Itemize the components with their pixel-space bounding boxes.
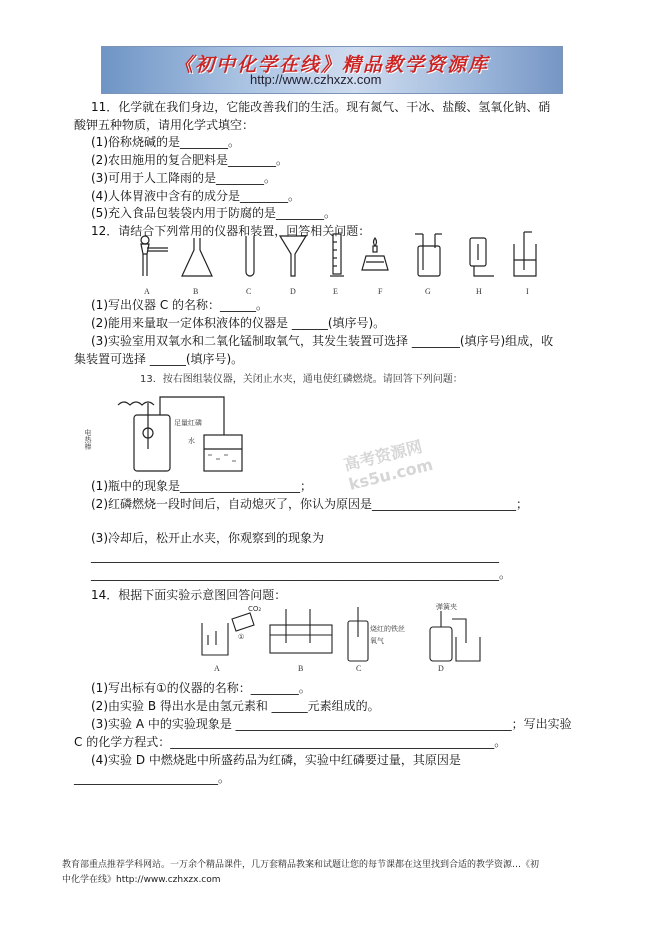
label-i: I bbox=[526, 287, 529, 296]
q14-co2-label: CO₂ bbox=[248, 605, 262, 613]
apparatus-b-icon bbox=[182, 238, 212, 276]
q14-label-b: B bbox=[298, 664, 304, 673]
q12-apparatus-figure bbox=[130, 230, 550, 300]
apparatus-c-icon bbox=[246, 236, 254, 276]
q14-label-a: A bbox=[214, 664, 220, 673]
q14-apparatus-c-icon bbox=[348, 607, 368, 661]
q11-item-5: (5)充入食品包装袋内用于防腐的是________。 bbox=[91, 206, 336, 220]
label-e: E bbox=[333, 287, 338, 296]
page-footer bbox=[62, 858, 622, 888]
q14-item-3-cont: C 的化学方程式：______________________________________________________。 bbox=[74, 735, 507, 749]
q14-apparatus-d-icon bbox=[430, 611, 480, 661]
q14-apparatus-figure bbox=[198, 603, 488, 675]
q12-item-3-cont: 集装置可选择 ______(填序号)。 bbox=[74, 352, 244, 366]
q14-item-1: (1)写出标有①的仪器的名称：________。 bbox=[91, 681, 311, 695]
q13-item-2: (2)红磷燃烧一段时间后，自动熄灭了，你认为原因是________________________； bbox=[91, 497, 529, 511]
q13-blank-2: ____________________________________________________________________。 bbox=[91, 567, 512, 581]
label-f: F bbox=[378, 287, 383, 296]
q13-phosphorus-label: 足量红磷 bbox=[174, 419, 202, 427]
q14-item-4: (4)实验 D 中燃烧匙中所盛药品为红磷，实验中红磷要过量，其原因是 bbox=[91, 753, 461, 767]
q14-oxygen-label: 氧气 bbox=[370, 637, 384, 645]
q14-wire-label: 烧红的铁丝 bbox=[370, 625, 405, 633]
q14-apparatus-b-icon bbox=[270, 609, 332, 653]
q14-item-2: (2)由实验 B 得出水是由氢元素和 ______元素组成的。 bbox=[91, 699, 380, 713]
q14-label-c: C bbox=[356, 664, 362, 673]
q12-item-2: (2)能用来量取一定体积液体的仪器是 ______(填序号)。 bbox=[91, 316, 386, 330]
apparatus-e-icon bbox=[330, 234, 344, 276]
label-d: D bbox=[290, 287, 296, 296]
q14-stem: 14．根据下面实验示意图回答问题： bbox=[91, 588, 287, 602]
q14-label-d: D bbox=[438, 664, 444, 673]
q11-item-2: (2)农田施用的复合肥料是________。 bbox=[91, 153, 288, 167]
q13-heater-label: 电热棒 bbox=[84, 429, 92, 450]
q14-circle-label: ① bbox=[238, 633, 245, 641]
q13-apparatus-figure bbox=[84, 389, 254, 477]
q11-item-4: (4)人体胃液中含有的成分是________。 bbox=[91, 189, 300, 203]
apparatus-f-icon bbox=[362, 238, 388, 270]
q13-item-1: (1)瓶中的现象是____________________； bbox=[91, 479, 312, 493]
q13-blank-1: ____________________________________________________________________ bbox=[91, 549, 499, 563]
banner-title: 《初中化学在线》精品教学资源库 bbox=[174, 54, 490, 76]
label-c: C bbox=[246, 287, 252, 296]
q14-apparatus-a-icon bbox=[202, 613, 254, 655]
q11-stem: 11．化学就在我们身边，它能改善我们的生活。现有氮气、干冰、盐酸、氢氧化钠、硝 bbox=[91, 100, 551, 114]
banner-url[interactable]: http://www.czhxzx.com bbox=[250, 72, 382, 87]
header-banner bbox=[101, 46, 563, 94]
apparatus-h-icon bbox=[470, 238, 494, 276]
label-h: H bbox=[476, 287, 482, 296]
watermark: 高考资源网 ks5u.com bbox=[341, 436, 435, 494]
apparatus-a-icon bbox=[141, 236, 168, 276]
q11-stem-cont: 酸钾五种物质，请用化学式填空： bbox=[74, 118, 255, 132]
footer-line-1: 教育部重点推荐学科网站。一万余个精品课件，几万套精品教案和试题让您的每节课都在这里找到合适的教学资源…《初 bbox=[62, 860, 540, 870]
q12-item-1: (1)写出仪器 C 的名称：______。 bbox=[91, 298, 269, 312]
label-g: G bbox=[425, 287, 431, 296]
q12-item-3: (3)实验室用双氧水和二氧化锰制取氧气，其发生装置可选择 ________(填序号)组成，收 bbox=[91, 334, 554, 348]
apparatus-g-icon bbox=[415, 234, 442, 276]
q11-item-1: (1)俗称烧碱的是________。 bbox=[91, 135, 240, 149]
q11-item-3: (3)可用于人工降雨的是________。 bbox=[91, 171, 276, 185]
q14-item-3: (3)实验 A 中的实验现象是 ______________________________________________；写出实验 bbox=[91, 717, 572, 731]
label-a: A bbox=[144, 287, 150, 296]
q12-stem: 12．请结合下列常用的仪器和装置，回答相关问题： bbox=[91, 224, 371, 238]
footer-line-2[interactable]: 中化学在线》http://www.czhxzx.com bbox=[62, 875, 221, 885]
q14-item-4-cont: ________________________。 bbox=[74, 771, 231, 785]
apparatus-d-icon bbox=[280, 236, 306, 276]
q13-stem: 13．按右图组装仪器，关闭止水夹，通电使红磷燃烧。请回答下列问题： bbox=[140, 374, 463, 385]
q14-clamp-label: 弹簧夹 bbox=[436, 603, 457, 611]
label-b: B bbox=[193, 287, 199, 296]
apparatus-i-icon bbox=[514, 232, 536, 276]
q13-water-label: 水 bbox=[188, 437, 195, 445]
q13-item-3: (3)冷却后，松开止水夹，你观察到的现象为 bbox=[91, 531, 324, 545]
